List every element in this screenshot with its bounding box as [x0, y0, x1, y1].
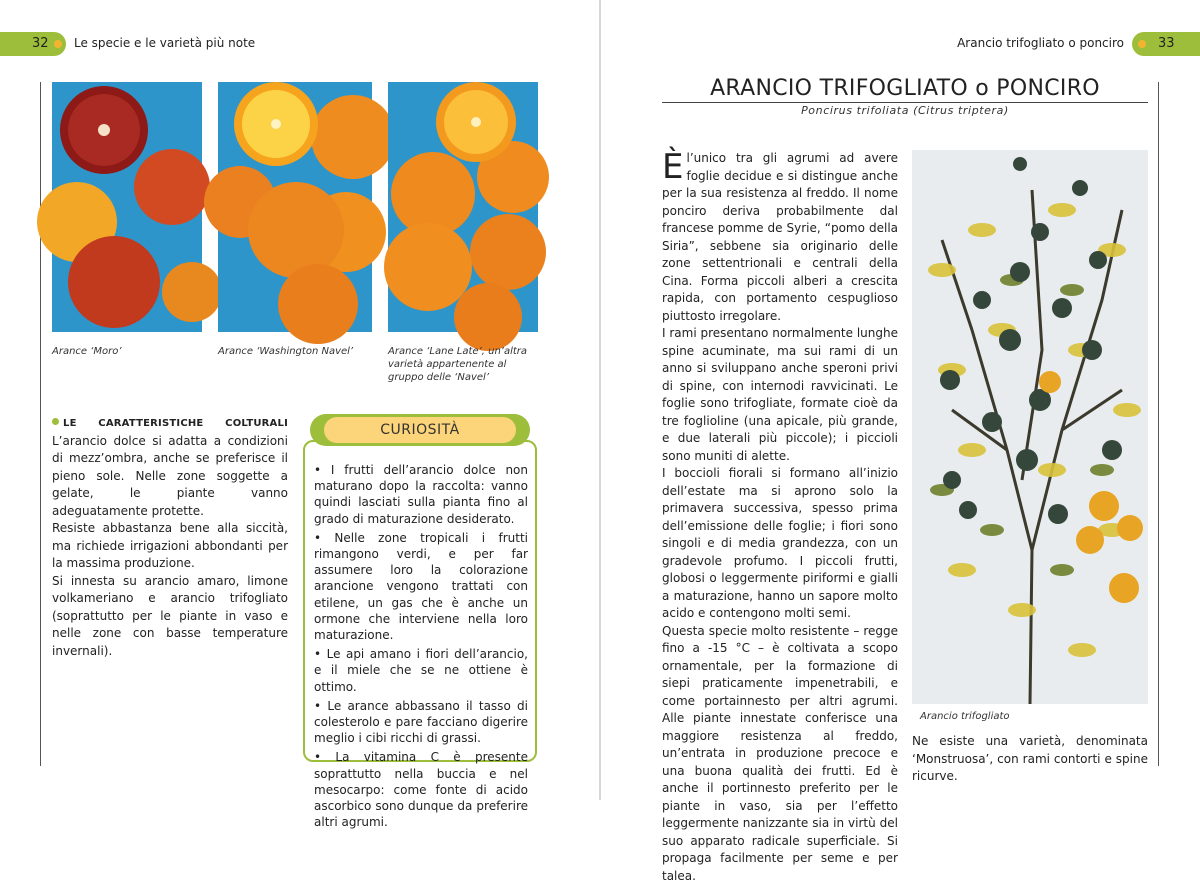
- curiosita-title: CURIOSITÀ: [324, 417, 516, 443]
- list-item: • I frutti dell’arancio dolce non maturano dopo la raccolta: vanno quindi lasciati sulla pianta fino al grado di maturazione desiderato.: [314, 462, 528, 527]
- paragraph: Si innesta su arancio amaro, limone volkameriano e arancio trifogliato (soprattutto per le piante in vaso e nelle zone con basse temperature invernali).: [52, 573, 288, 661]
- page-number: 32: [32, 36, 49, 51]
- page-number-tab: [0, 32, 66, 56]
- page-number: 33: [1158, 36, 1175, 51]
- margin-rule: [40, 82, 41, 766]
- running-header: Arancio trifogliato o ponciro: [957, 36, 1124, 50]
- paragraph: I boccioli fiorali si formano all’inizio dell’estate ma si aprono solo la primavera successiva, spesso prima dell’emissione delle foglie; i fiori sono singoli e di media grandezza, con un gradevole profumo. I piccoli frutti, globosi o leggermente piriformi e gialli a maturazione, hanno un sapore molto acido e contengono molti semi.: [662, 465, 898, 623]
- photo-caption: Arance ‘Lane Late’, un’altra varietà appartenente al gruppo delle ‘Navel’: [388, 345, 538, 384]
- photo-washington-navel: [218, 82, 372, 332]
- species-description: [662, 150, 898, 885]
- photo-caption: Arancio trifogliato: [920, 711, 1010, 722]
- paragraph: [662, 150, 898, 325]
- tab-dot-icon: [1138, 40, 1146, 48]
- curiosita-list: [314, 462, 528, 833]
- paragraph-text: L’arancio dolce si adatta a condizioni di mezz’ombra, anche se preferisce il pieno sole. Nelle zone soggette a gelate, le piante vanno adeguatamente protette.: [52, 434, 288, 518]
- drop-cap: È: [662, 152, 683, 182]
- page-title: ARANCIO TRIFOGLIATO o PONCIRO: [662, 76, 1148, 101]
- paragraph: I rami presentano normalmente lunghe spine acuminate, ma sui rami di un anno si sviluppano anche speroni privi di spine, con internodi ravvicinati. Le foglie sono trifogliate, formate cioè da tre foglioline (una apicale, più grande, e due laterali più piccole); i piccioli sono muniti di alette.: [662, 325, 898, 465]
- tab-dot-icon: [54, 40, 62, 48]
- photo-trifoliate-orange-tree: [912, 150, 1148, 704]
- paragraph: [52, 414, 288, 520]
- list-item: • Le api amano i fiori dell’arancio, e il miele che se ne ottiene è ottimo.: [314, 646, 528, 695]
- paragraph: Questa specie molto resistente – regge fino a -15 °C – è coltivata a scopo ornamentale, per la formazione di siepi praticamente impenetrabili, e come portainnesto per altri agrumi. Alle piante innestate conferisce una maggiore resistenza al freddo, un’entrata in produzione precoce e una buona qualità dei frutti. Ed è anche il portinnesto preferito per le piante in vaso, sia per l’effetto leggermente nanizzante sia in virtù del suo apparato radicale superficiale. Si propaga facilmente per seme e per talea.: [662, 623, 898, 885]
- cultural-characteristics: [52, 414, 288, 660]
- page-gutter: [599, 0, 601, 800]
- running-header: Le specie e le varietà più note: [74, 36, 255, 50]
- list-item: • Nelle zone tropicali i frutti rimangono verdi, e per far assumere loro la colorazione arancione vengono trattati con etilene, un gas che è anche un ormone che interviene nella loro maturazione.: [314, 530, 528, 643]
- paragraph: Resiste abbastanza bene alla siccità, ma richiede irrigazioni abbondanti per la massima produzione.: [52, 520, 288, 573]
- section-lead: LE CARATTERISTICHE COLTURALI: [63, 418, 288, 429]
- photo-caption: Arance ‘Moro’: [52, 345, 202, 358]
- scientific-name: Poncirus trifoliata (Citrus triptera): [662, 104, 1148, 117]
- variety-note: Ne esiste una varietà, denominata ‘Monstruosa’, con rami contorti e spine ricurve.: [912, 733, 1148, 786]
- margin-rule: [1158, 82, 1159, 766]
- left-page-header: [0, 32, 600, 56]
- photo-lane-late: [388, 82, 538, 332]
- bullet-icon: [52, 418, 59, 425]
- paragraph-text: l’unico tra gli agrumi ad avere foglie decidue e si distingue anche per la sua resistenza al freddo. Il nome ponciro deriva probabilmente dal francese pomme de Syrie, “pomo della Siria”, sebbene sia originario delle zone settentrionali e centrali della Cina. Forma piccoli alberi a crescita rapida, con portamento cespuglioso piuttosto irregolare.: [662, 151, 898, 323]
- title-rule: [662, 102, 1148, 103]
- curiosita-header: [310, 414, 530, 446]
- photo-moro-oranges: [52, 82, 202, 332]
- list-item: • Le arance abbassano il tasso di colesterolo e pare facciano digerire meglio i cibi ricchi di grassi.: [314, 698, 528, 747]
- list-item: • La vitamina C è presente soprattutto nella buccia e nel mesocarpo: come fonte di acido ascorbico sono dunque da preferire altri agrumi.: [314, 749, 528, 830]
- photo-caption: Arance ‘Washington Navel’: [218, 345, 372, 358]
- right-page-header: [600, 32, 1200, 56]
- page-number-tab: [1132, 32, 1200, 56]
